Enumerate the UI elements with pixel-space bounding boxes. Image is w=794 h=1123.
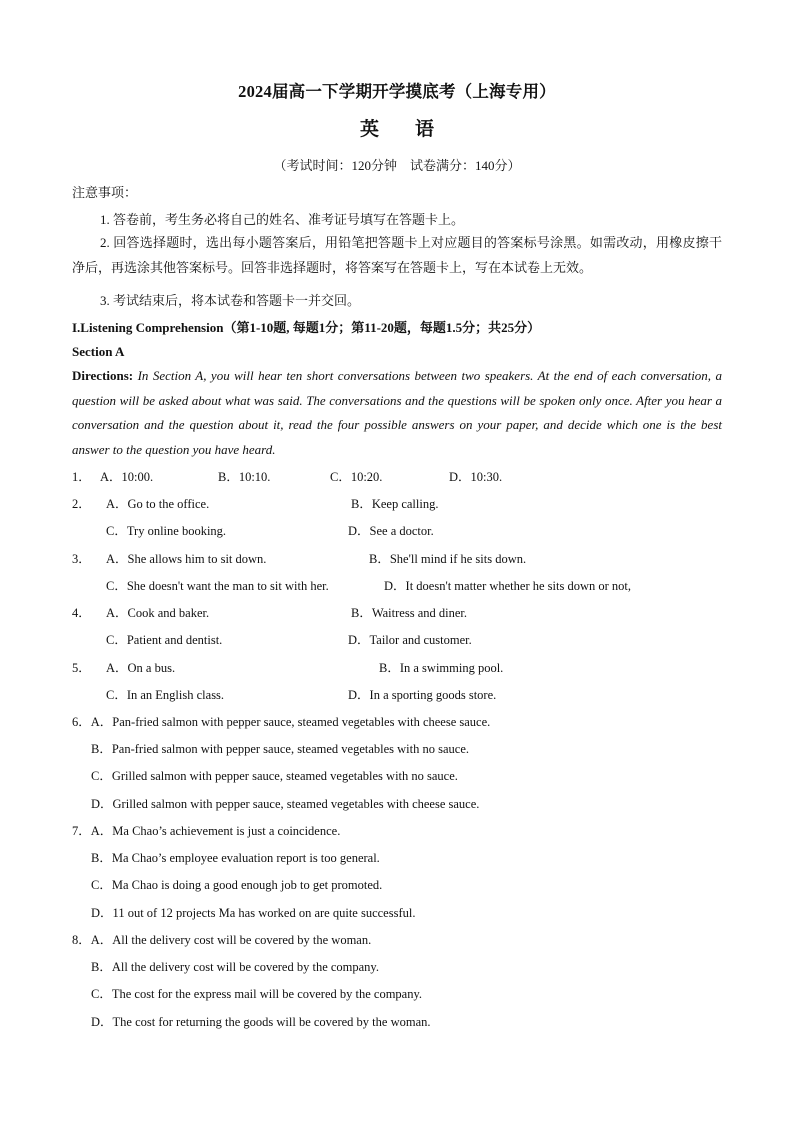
question-4-number: 4． xyxy=(72,606,91,620)
question-7-option-c: C．Ma Chao is doing a good enough job to get promoted. xyxy=(91,878,383,892)
question-8-option-c: C．The cost for the express mail will be covered by the company. xyxy=(91,987,423,1001)
directions-text: In Section A, you will hear ten short conversations between two speakers. At the end of each conversation, a question will be asked about what was said. The conversations and the questions will be spoken only once. After you hear a conversation and the question about it, read the four possible answers on your paper, and decide which one is the best answer to the question you have heard. xyxy=(72,368,722,457)
question-8-option-b: B．All the delivery cost will be covered by the company. xyxy=(91,960,380,974)
question-1-number: 1． xyxy=(72,470,91,484)
question-2-option-a: A．Go to the office. xyxy=(106,497,210,511)
directions-label: Directions: xyxy=(72,368,134,383)
question-7-option-d: D．11 out of 12 projects Ma has worked on are quite successful. xyxy=(91,906,416,920)
question-3-option-a: A．She allows him to sit down. xyxy=(106,552,267,566)
question-3-option-d: D．It doesn't matter whether he sits down or not, xyxy=(384,579,631,593)
exam-title: 2024届高一下学期开学摸底考（上海专用） xyxy=(238,82,556,101)
question-4-option-b: B．Waitress and diner. xyxy=(351,606,467,620)
question-7-option-b: B．Ma Chao’s employee evaluation report is too general. xyxy=(91,851,380,865)
question-2-option-c: C．Try online booking. xyxy=(106,524,227,538)
question-8-option-a: 8．A．All the delivery cost will be covered by the woman. xyxy=(72,933,372,947)
question-3-option-b: B．She'll mind if he sits down. xyxy=(369,552,527,566)
question-4-option-c: C．Patient and dentist. xyxy=(106,633,223,647)
note-3: 3. 考试结束后，将本试卷和答题卡一并交回。 xyxy=(100,293,361,308)
question-4-option-d: D．Tailor and customer. xyxy=(348,633,472,647)
question-3-number: 3． xyxy=(72,552,91,566)
question-5-option-b: B．In a swimming pool. xyxy=(379,661,504,675)
question-1-option-d: D．10:30. xyxy=(449,470,503,484)
note-2: 2. 回答选择题时，选出每小题答案后，用铅笔把答题卡上对应题目的答案标号涂黑。如需改动，用橡皮擦干净后，再选涂其他答案标号。回答非选择题时，将答案写在答题卡上，写在本试卷上无效。 xyxy=(72,235,722,275)
question-5-option-d: D．In a sporting goods store. xyxy=(348,688,497,702)
note-1: 1. 答卷前，考生务必将自己的姓名、准考证号填写在答题卡上。 xyxy=(100,212,465,227)
question-8-option-d: D．The cost for returning the goods will be covered by the woman. xyxy=(91,1015,431,1029)
question-3-option-c: C．She doesn't want the man to sit with her. xyxy=(106,579,329,593)
question-1-option-b: B．10:10. xyxy=(218,470,271,484)
question-1-option-c: C．10:20. xyxy=(330,470,383,484)
question-2-option-b: B．Keep calling. xyxy=(351,497,439,511)
directions xyxy=(72,364,722,462)
question-5-option-a: A．On a bus. xyxy=(106,661,176,675)
part-heading: I.Listening Comprehension（第1-10题, 每题1分；第11-20题，每题1.5分；共25分） xyxy=(72,320,541,335)
question-5-number: 5． xyxy=(72,661,91,675)
question-4-option-a: A．Cook and baker. xyxy=(106,606,210,620)
exam-meta: （考试时间：120分钟 试卷满分：140分） xyxy=(273,158,521,173)
notes-heading: 注意事项： xyxy=(72,185,138,200)
subject-title: 英语 xyxy=(359,119,470,140)
question-7-option-a: 7．A．Ma Chao’s achievement is just a coincidence. xyxy=(72,824,341,838)
question-1-option-a: A．10:00. xyxy=(100,470,154,484)
question-2-option-d: D．See a doctor. xyxy=(348,524,434,538)
section-heading: Section A xyxy=(72,344,125,359)
question-2-number: 2． xyxy=(72,497,91,511)
question-6-option-c: C．Grilled salmon with pepper sauce, steamed vegetables with no sauce. xyxy=(91,769,458,783)
question-6-option-a: 6．A．Pan-fried salmon with pepper sauce, steamed vegetables with cheese sauce. xyxy=(72,715,491,729)
question-6-option-b: B．Pan-fried salmon with pepper sauce, steamed vegetables with no sauce. xyxy=(91,742,470,756)
question-5-option-c: C．In an English class. xyxy=(106,688,225,702)
question-6-option-d: D．Grilled salmon with pepper sauce, steamed vegetables with cheese sauce. xyxy=(91,797,480,811)
